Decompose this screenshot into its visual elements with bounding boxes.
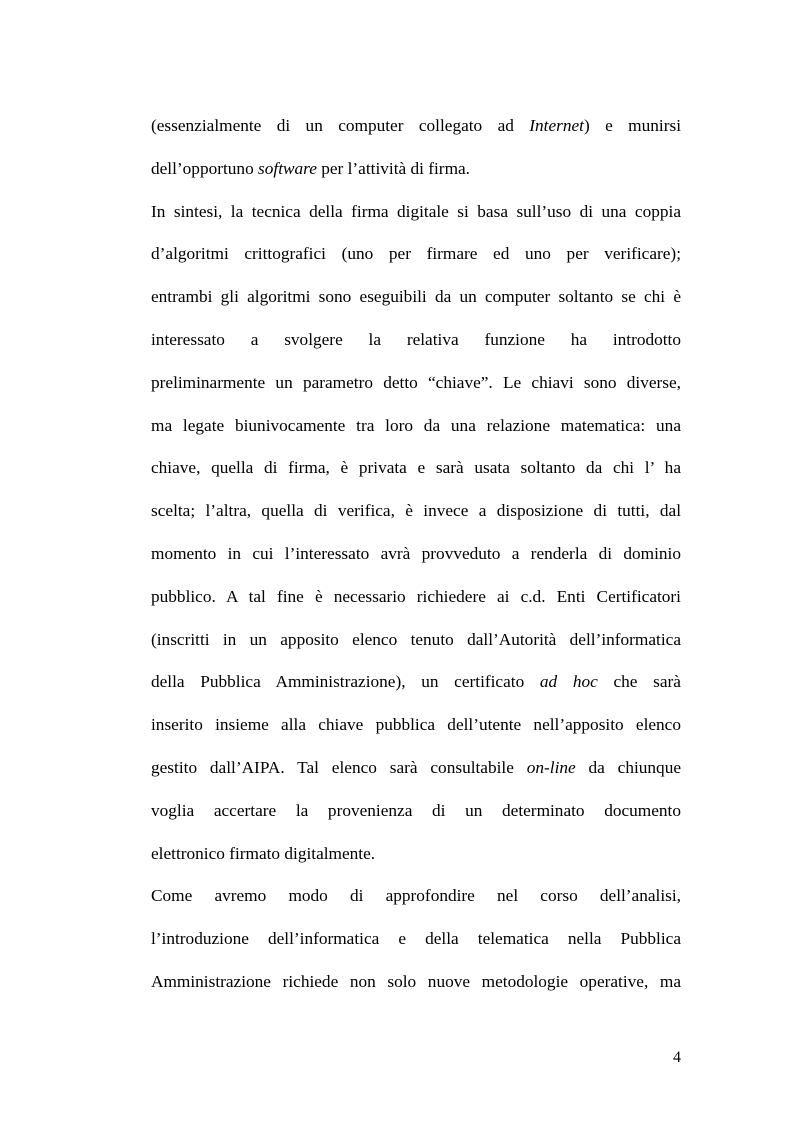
text-line: pubblico. A tal fine è necessario richiedere ai c.d. Enti Certificatori — [151, 586, 681, 606]
text-line: voglia accertare la provenienza di un determinato documento — [151, 800, 681, 820]
text-line: preliminarmente un parametro detto “chiave”. Le chiavi sono diverse, — [151, 372, 681, 392]
text-line: interessato a svolgere la relativa funzione ha introdotto — [151, 329, 681, 349]
body-text — [151, 108, 681, 1007]
text-line: dell’opportuno software per l’attività di firma. — [151, 158, 470, 178]
text-line: gestito dall’AIPA. Tal elenco sarà consultabile on-line da chiunque — [151, 757, 682, 777]
text-line: entrambi gli algoritmi sono eseguibili da un computer soltanto se chi è — [151, 287, 681, 307]
text-line: l’introduzione dell’informatica e della telematica nella Pubblica — [151, 929, 681, 949]
text-line: della Pubblica Amministrazione), un certificato ad hoc che sarà — [151, 672, 681, 692]
text-line: scelta; l’altra, quella di verifica, è invece a disposizione di tutti, dal — [151, 501, 681, 521]
paragraph-3 — [151, 878, 681, 1006]
paragraph-2 — [151, 194, 681, 879]
text-line: (essenzialmente di un computer collegato ad Internet) e munirsi — [151, 116, 681, 135]
text-line: d’algoritmi crittografici (uno per firmare ed uno per verificare); — [151, 244, 681, 264]
text-line: Amministrazione richiede non solo nuove metodologie operative, ma — [151, 971, 681, 991]
page-number: 4 — [673, 1049, 681, 1066]
text-line: elettronico firmato digitalmente. — [151, 843, 376, 863]
text-line: ma legate biunivocamente tra loro da una relazione matematica: una — [151, 415, 681, 435]
text-line: (inscritti in un apposito elenco tenuto dall’Autorità dell’informatica — [151, 629, 681, 649]
text-line: momento in cui l’interessato avrà provveduto a renderla di dominio — [151, 543, 681, 563]
text-line: In sintesi, la tecnica della firma digitale si basa sull’uso di una coppia — [151, 201, 681, 221]
text-line: Come avremo modo di approfondire nel corso dell’analisi, — [151, 886, 681, 906]
text-line: chiave, quella di firma, è privata e sarà usata soltanto da chi l’ ha — [151, 458, 681, 478]
paragraph-1 — [151, 108, 681, 194]
text-line: inserito insieme alla chiave pubblica dell’utente nell’apposito elenco — [151, 715, 681, 735]
